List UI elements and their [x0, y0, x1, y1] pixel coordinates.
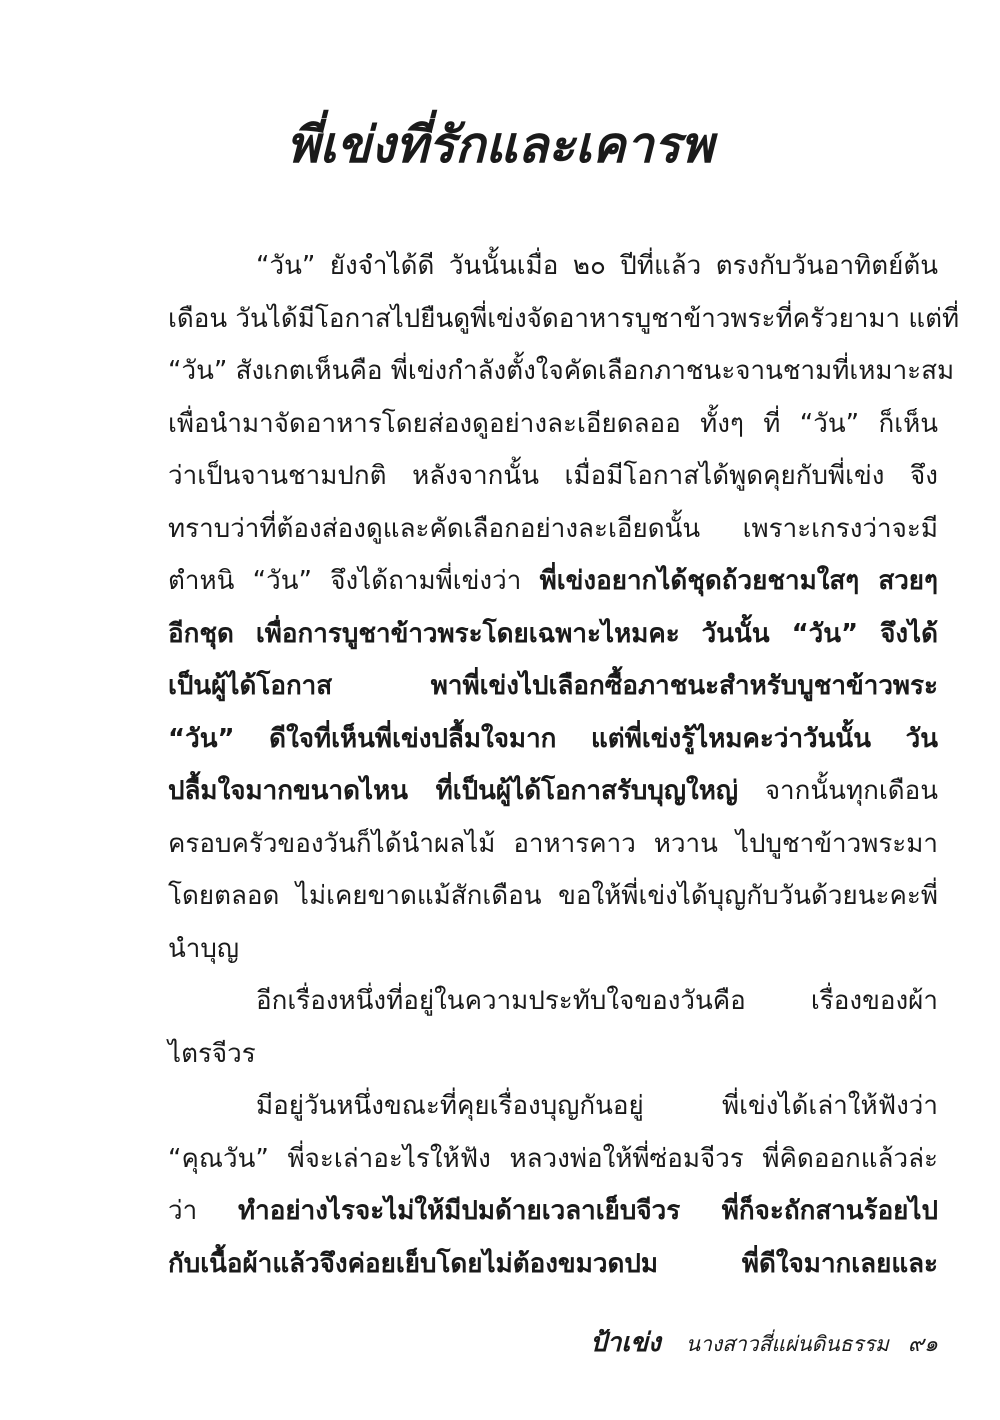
paragraph-1-line-7: [168, 555, 938, 608]
paragraph-1-line-14: นำบุญ: [168, 933, 240, 964]
paragraph-1-line-4: เพื่อนำมาจัดอาหารโดยส่องดูอย่างละเอียดลออ ทั้งๆ ที่ “วัน” ก็เห็น: [168, 408, 938, 439]
paragraph-1-line-1: “วัน” ยังจำได้ดี วันนั้นเมื่อ ๒๐ ปีที่แล้ว ตรงกับวันอาทิตย์ต้น: [256, 251, 938, 281]
paragraph-3-line-2: “คุณวัน” พี่จะเล่าอะไรให้ฟัง หลวงพ่อให้พี่ซ่อมจีวร พี่คิดออกแล้วล่ะ: [168, 1143, 938, 1174]
paragraph-1-line-3: “วัน” สังเกตเห็นคือ พี่เข่งกำลังตั้งใจคัดเลือกภาชนะจานชามที่เหมาะสม: [168, 356, 955, 386]
paragraph-3-line-3-bold: ทำอย่างไรจะไม่ให้มีปมด้ายเวลาเย็บจีวร พี่ก็จะถักสานร้อยไป: [238, 1196, 938, 1226]
paragraph-1-line-11: [168, 765, 938, 818]
paragraph-1-line-12: ครอบครัวของวันก็ได้นำผลไม้ อาหารคาว หวาน ไปบูชาข้าวพระมา: [168, 828, 938, 859]
paragraph-1-line-8: อีกชุด เพื่อการบูชาข้าวพระโดยเฉพาะไหมคะ วันนั้น “วัน” จึงได้: [168, 618, 938, 649]
paragraph-1-line-7-bold: พี่เข่งอยากได้ชุดถ้วยชามใสๆ สวยๆ: [539, 566, 938, 596]
paragraph-1-line-11-regular: จากนั้นทุกเดือน: [738, 776, 938, 806]
paragraph-2-line-1: อีกเรื่องหนึ่งที่อยู่ในความประทับใจของวันคือ เรื่องของผ้า: [256, 986, 938, 1016]
paragraph-1-line-2: เดือน วันได้มีโอกาสไปยืนดูพี่เข่งจัดอาหารบูชาข้าวพระที่ครัวยามา แต่ที่: [168, 303, 960, 334]
paragraph-2-line-2: ไตรจีวร: [168, 1038, 256, 1069]
paragraph-1-line-5: ว่าเป็นจานชามปกติ หลังจากนั้น เมื่อมีโอกาสได้พูดคุยกับพี่เข่ง จึง: [168, 461, 938, 491]
paragraph-1-line-13: โดยตลอด ไม่เคยขาดแม้สักเดือน ขอให้พี่เข่งได้บุญกับวันด้วยนะคะพี่: [168, 881, 938, 911]
paragraph-3-line-1: มีอยู่วันหนึ่งขณะที่คุยเรื่องบุญกันอยู่ พี่เข่งได้เล่าให้ฟังว่า: [256, 1091, 938, 1121]
paragraph-1-line-11-bold: ปลื้มใจมากขนาดไหน ที่เป็นผู้ได้โอกาสรับบุญใหญ่: [168, 776, 739, 806]
paragraph-3-line-3: [168, 1185, 938, 1238]
paragraph-1-line-7-regular: ตำหนิ “วัน” จึงได้ถามพี่เข่งว่า: [168, 566, 540, 596]
paragraph-1-line-6: ทราบว่าที่ต้องส่องดูและคัดเลือกอย่างละเอียดนั้น เพราะเกรงว่าจะมี: [168, 513, 938, 544]
page-footer: [590, 1322, 938, 1363]
paragraph-1-line-10: “วัน” ดีใจที่เห็นพี่เข่งปลื้มใจมาก แต่พี่เข่งรู้ไหมคะว่าวันนั้น วัน: [168, 723, 938, 754]
footer-author: ป้าเข่ง: [590, 1328, 661, 1358]
body-text: [168, 240, 960, 1290]
page-number: ๙๑: [907, 1332, 938, 1357]
paragraph-3-line-4: กับเนื้อผ้าแล้วจึงค่อยเย็บโดยไม่ต้องขมวดปม พี่ดีใจมากเลยและ: [168, 1248, 938, 1279]
paragraph-3-line-3-regular: ว่า: [168, 1196, 239, 1226]
page-title: พี่เข่งที่รักและเคารพ: [286, 116, 714, 174]
footer-book-title: นางสาวสี่แผ่นดินธรรม: [685, 1332, 889, 1356]
paragraph-1-line-9: เป็นผู้ได้โอกาส พาพี่เข่งไปเลือกซื้อภาชนะสำหรับบูชาข้าวพระ: [168, 671, 938, 701]
